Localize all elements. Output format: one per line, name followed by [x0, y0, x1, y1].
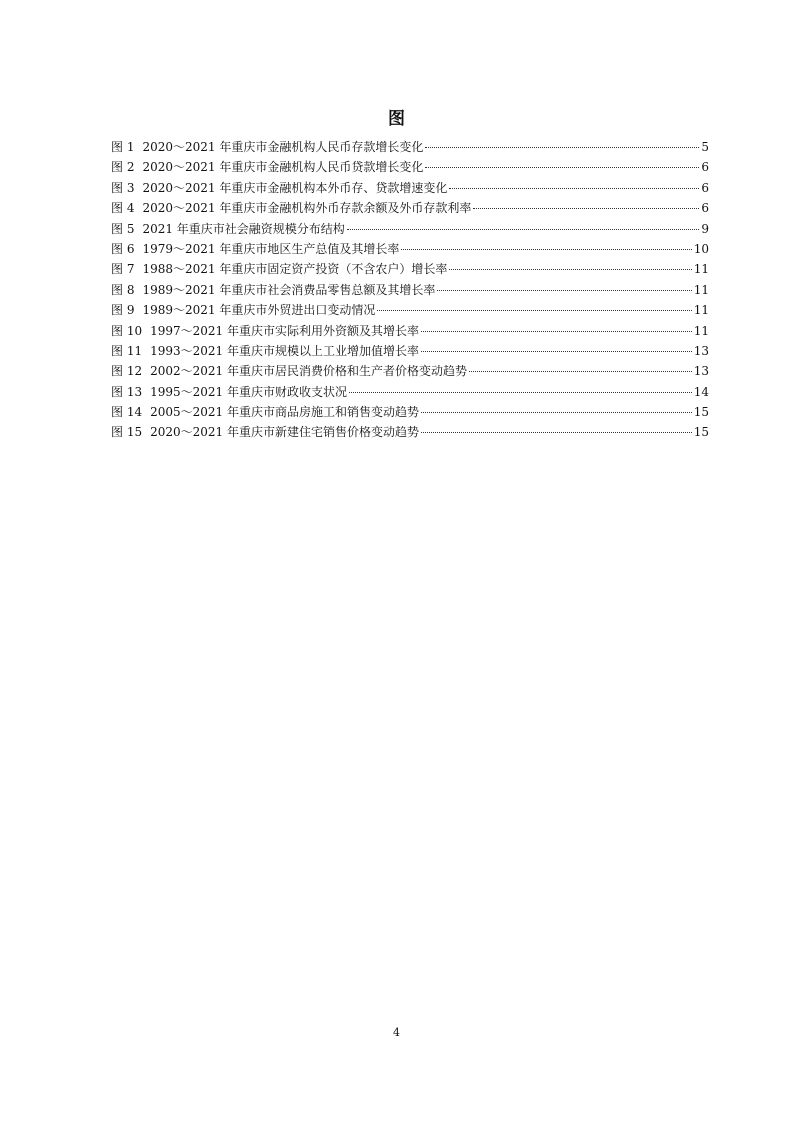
toc-leader-dots [421, 331, 692, 332]
toc-entry[interactable] [111, 239, 709, 259]
toc-page-number: 14 [693, 384, 709, 399]
toc-figure-title: 2002～2021 年重庆市居民消费价格和生产者价格变动趋势 [150, 364, 467, 379]
toc-entry[interactable] [111, 422, 709, 442]
toc-entry[interactable] [111, 219, 709, 239]
toc-leader-dots [421, 412, 692, 413]
toc-figure-number: 图 15 [111, 425, 143, 440]
toc-figure-title: 1988～2021 年重庆市固定资产投资（不含农户）增长率 [142, 262, 448, 277]
toc-entry[interactable] [111, 341, 709, 361]
toc-entry[interactable] [111, 157, 709, 177]
toc-figure-title: 2020～2021 年重庆市新建住宅销售价格变动趋势 [150, 425, 419, 440]
toc-leader-dots [349, 392, 692, 393]
toc-figure-title: 2020～2021 年重庆市金融机构人民币存款增长变化 [142, 140, 424, 154]
toc-figure-number: 图 14 [111, 405, 143, 420]
toc-leader-dots [421, 432, 692, 433]
toc-leader-dots [473, 208, 699, 209]
toc-page-number: 6 [701, 160, 709, 175]
toc-figure-title: 2020～2021 年重庆市金融机构人民币贷款增长变化 [142, 160, 424, 175]
toc-entry[interactable] [111, 198, 709, 218]
toc-figure-title: 2020～2021 年重庆市金融机构外币存款余额及外币存款利率 [142, 201, 472, 216]
toc-figure-number: 图 6 [111, 241, 135, 256]
toc-page-number: 13 [693, 364, 709, 379]
toc-page-number: 11 [693, 323, 709, 338]
toc-entry[interactable] [111, 300, 709, 320]
toc-figure-number: 图 7 [111, 262, 135, 277]
toc-leader-dots [377, 310, 691, 311]
toc-entry[interactable] [111, 178, 709, 198]
toc-figure-number: 图 4 [111, 201, 135, 216]
toc-figure-number: 图 12 [111, 364, 143, 379]
toc-figure-number: 图 11 [111, 343, 143, 358]
toc-figure-title: 2005～2021 年重庆市商品房施工和销售变动趋势 [150, 405, 419, 420]
toc-leader-dots [421, 351, 692, 352]
toc-figure-title: 1979～2021 年重庆市地区生产总值及其增长率 [142, 241, 400, 256]
toc-leader-dots [449, 269, 691, 270]
toc-figure-title: 1993～2021 年重庆市规模以上工业增加值增长率 [150, 343, 419, 358]
toc-figure-number: 图 1 [111, 140, 135, 154]
toc-page-number: 10 [693, 241, 709, 256]
toc-figure-title: 1997～2021 年重庆市实际利用外资额及其增长率 [150, 323, 419, 338]
toc-page-number: 15 [693, 405, 709, 420]
toc-figure-number: 图 8 [111, 282, 135, 297]
toc-leader-dots [401, 249, 691, 250]
page-number: 4 [393, 1026, 400, 1039]
toc-page-number: 11 [693, 262, 709, 277]
toc-figure-number: 图 2 [111, 160, 135, 175]
toc-entry[interactable] [111, 361, 709, 381]
toc-entry[interactable] [111, 137, 709, 157]
toc-entry[interactable] [111, 259, 709, 279]
toc-page-number: 11 [693, 303, 709, 318]
toc-page-number: 13 [693, 343, 709, 358]
toc-figure-title: 1995～2021 年重庆市财政收支状况 [150, 384, 347, 399]
toc-leader-dots [347, 229, 700, 230]
toc-figure-title: 1989～2021 年重庆市社会消费品零售总额及其增长率 [142, 282, 436, 297]
toc-entry[interactable] [111, 382, 709, 402]
toc-leader-dots [469, 371, 692, 372]
toc-figure-number: 图 3 [111, 180, 135, 195]
toc-figure-number: 图 5 [111, 221, 135, 236]
toc-figure-number: 图 10 [111, 323, 143, 338]
toc-page-number: 6 [701, 180, 709, 195]
toc-leader-dots [425, 167, 699, 168]
toc-figure-number: 图 9 [111, 303, 135, 318]
toc-page-number: 15 [693, 425, 709, 440]
toc-figure-number: 图 13 [111, 384, 143, 399]
toc-leader-dots [449, 188, 699, 189]
toc-page-number: 6 [701, 201, 709, 216]
toc-entry[interactable] [111, 321, 709, 341]
page-title: 图 [388, 109, 405, 129]
toc-entry[interactable] [111, 280, 709, 300]
toc-figure-title: 2020～2021 年重庆市金融机构本外币存、贷款增速变化 [142, 180, 448, 195]
toc-figure-title: 2021 年重庆市社会融资规模分布结构 [142, 221, 345, 236]
toc-leader-dots [425, 147, 699, 148]
toc-page-number: 5 [701, 140, 709, 154]
toc-leader-dots [437, 290, 691, 291]
figure-list [111, 137, 709, 443]
toc-figure-title: 1989～2021 年重庆市外贸进出口变动情况 [142, 303, 376, 318]
toc-page-number: 11 [693, 282, 709, 297]
toc-entry[interactable] [111, 402, 709, 422]
toc-page-number: 9 [701, 221, 709, 236]
